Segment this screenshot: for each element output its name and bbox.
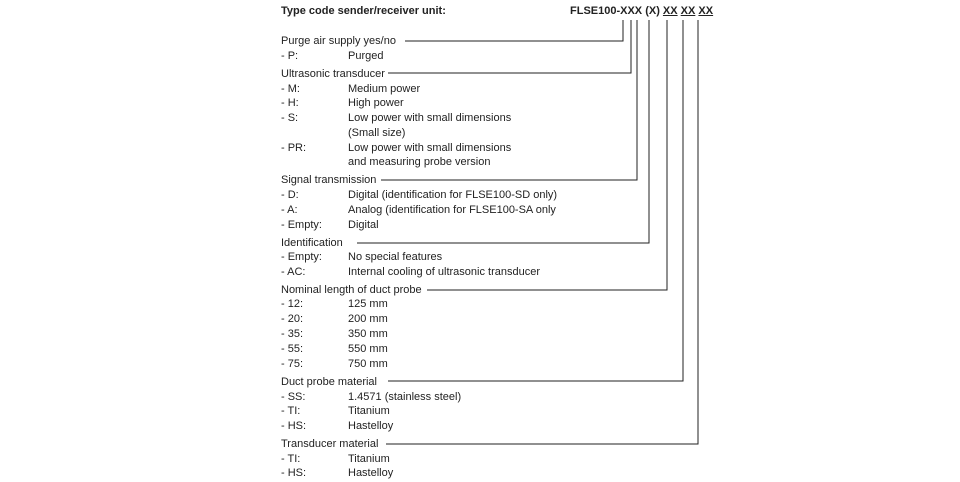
option-value: Medium power (348, 83, 421, 95)
document-title: Type code sender/receiver unit: (281, 5, 446, 17)
option-value: Low power with small dimensions (348, 142, 512, 154)
option-key: - TI: (281, 453, 301, 465)
option-key: - HS: (281, 467, 307, 479)
connector-identification (357, 20, 649, 243)
option-value: Titanium (348, 405, 390, 417)
connector-signal-transmission (381, 20, 637, 180)
option-key: - 75: (281, 358, 304, 370)
option-value: (Small size) (348, 127, 406, 139)
option-key: - M: (281, 83, 300, 95)
section-title-transducer-material: Transducer material (281, 438, 379, 450)
option-value: Titanium (348, 453, 390, 465)
option-value: Hastelloy (348, 420, 394, 432)
option-key: - 12: (281, 298, 304, 310)
connector-ultrasonic-transducer (388, 20, 631, 73)
option-key: - S: (281, 112, 299, 124)
connector-purge-air (405, 20, 623, 41)
option-value: 350 mm (348, 328, 388, 340)
option-value: Digital (identification for FLSE100-SD only) (348, 189, 558, 201)
option-value: Internal cooling of ultrasonic transducer (348, 266, 540, 278)
option-value: 550 mm (348, 343, 388, 355)
option-key: - AC: (281, 266, 306, 278)
option-key: - 35: (281, 328, 304, 340)
option-key: - P: (281, 50, 299, 62)
option-key: - HS: (281, 420, 307, 432)
option-key: - Empty: (281, 219, 322, 231)
section-title-duct-probe-material: Duct probe material (281, 376, 377, 388)
type-code-suffix-2: XX (680, 5, 696, 17)
option-value: 125 mm (348, 298, 388, 310)
option-key: - 55: (281, 343, 304, 355)
option-key: - PR: (281, 142, 307, 154)
option-value: High power (348, 97, 404, 109)
option-key: - Empty: (281, 251, 322, 263)
section-title-signal-transmission: Signal transmission (281, 174, 377, 186)
connector-transducer-material (386, 20, 698, 444)
option-value: Low power with small dimensions (348, 112, 512, 124)
option-value: 1.4571 (stainless steel) (348, 391, 462, 403)
section-title-identification: Identification (281, 237, 343, 249)
option-key: - 20: (281, 313, 304, 325)
type-code-suffix-1: XX (662, 5, 678, 17)
option-key: - TI: (281, 405, 301, 417)
option-value: Digital (348, 219, 379, 231)
section-title-ultrasonic-transducer: Ultrasonic transducer (281, 68, 385, 80)
section-title-purge-air: Purge air supply yes/no (281, 35, 396, 47)
option-value: 200 mm (348, 313, 388, 325)
type-code-suffix-3: XX (698, 5, 714, 17)
option-value: Hastelloy (348, 467, 394, 479)
option-key: - H: (281, 97, 299, 109)
type-code-prefix: FLSE100-XXX (X) (570, 5, 660, 17)
option-key: - D: (281, 189, 299, 201)
option-value: 750 mm (348, 358, 388, 370)
option-key: - SS: (281, 391, 306, 403)
option-value: Purged (348, 50, 384, 62)
connector-duct-probe-material (388, 20, 683, 381)
option-value: No special features (348, 251, 443, 263)
option-key: - A: (281, 204, 298, 216)
option-value: Analog (identification for FLSE100-SA only (348, 204, 556, 216)
section-title-nominal-length: Nominal length of duct probe (281, 284, 422, 296)
option-value: and measuring probe version (348, 156, 491, 168)
